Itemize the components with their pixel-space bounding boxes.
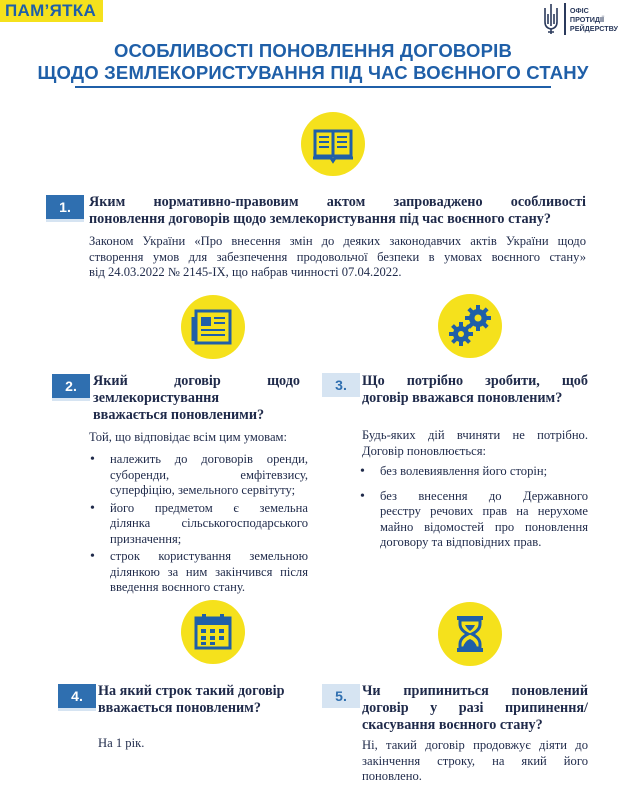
list-item: • строк користування земельною ділянкою за ним закінчився після введення воєнного стану. [84,549,308,596]
section-3-conditions [354,464,588,553]
hourglass-icon [438,602,502,666]
section-1-question: Яким нормативно-правовим актом запроваджено особливості поновлення договорів щодо землекористування під час воєнного стану? [89,194,586,227]
newspaper-icon [181,295,245,359]
section-1-answer: Законом України «Про внесення змін до деяких законодавчих актів України щодо створення умов для забезпечення продовольчої безпеки в умовах воєнного стану» від 24.03.2022 № 2145-IX, що набрав чинності 07.04.2022. [89,234,586,279]
section-2-number: 2. [52,374,90,398]
section-4-question: На який строк такий договір вважається поновленим? [98,683,285,716]
book-icon [301,112,365,176]
section-1-number: 1. [46,195,84,219]
section-4-number: 4. [58,684,96,708]
list-item: • без внесення до Державного реєстру речових прав на нерухоме майно відомостей про поновлення договору та відповідних прав. [354,489,588,551]
calendar-icon [181,600,245,664]
section-2-intro: Той, що відповідає всім цим умовам: [89,430,288,444]
office-logo [542,2,618,36]
section-3-question: Що потрібно зробити, щоб договір вважався поновленим? [362,373,588,406]
section-2-question: Який договір щодо землекористування вважається поновленими? [93,373,300,423]
section-5-answer: Ні, такий договір продовжує діяти до закінчення строку, на який його поновлено. [362,738,588,783]
section-5-number: 5. [322,684,360,708]
title-underline [75,86,551,88]
section-3-number: 3. [322,373,360,397]
section-5-question: Чи припиниться поновлений договір у разі припинення/ скасування воєнного стану? [362,683,588,733]
page-title [0,40,626,84]
section-2-conditions [84,452,308,598]
logo-text: ОФІС ПРОТИДІЇ РЕЙДЕРСТВУ [569,5,618,33]
title-line-1: ОСОБЛИВОСТІ ПОНОВЛЕННЯ ДОГОВОРІВ [113,40,513,61]
logo-divider [564,3,566,35]
list-item: • його предметом є земельна ділянка сільськогосподарського призначення; [84,501,308,548]
section-4-answer: На 1 рік. [98,736,145,750]
gears-icon [438,294,502,358]
list-item: • належить до договорів оренди, суборенди, емфітевзису, суперфіцію, земельного сервітуту; [84,452,308,499]
list-item: • без волевиявлення його сторін; [354,464,588,480]
section-3-answer: Будь-яких дій вчиняти не потрібно. Договір поновлюється: [362,428,588,458]
trident-icon [542,2,560,36]
memo-badge: ПАМ’ЯТКА [0,0,103,22]
title-line-2: ЩОДО ЗЕМЛЕКОРИСТУВАННЯ ПІД ЧАС ВОЄННОГО СТАНУ [37,62,589,83]
